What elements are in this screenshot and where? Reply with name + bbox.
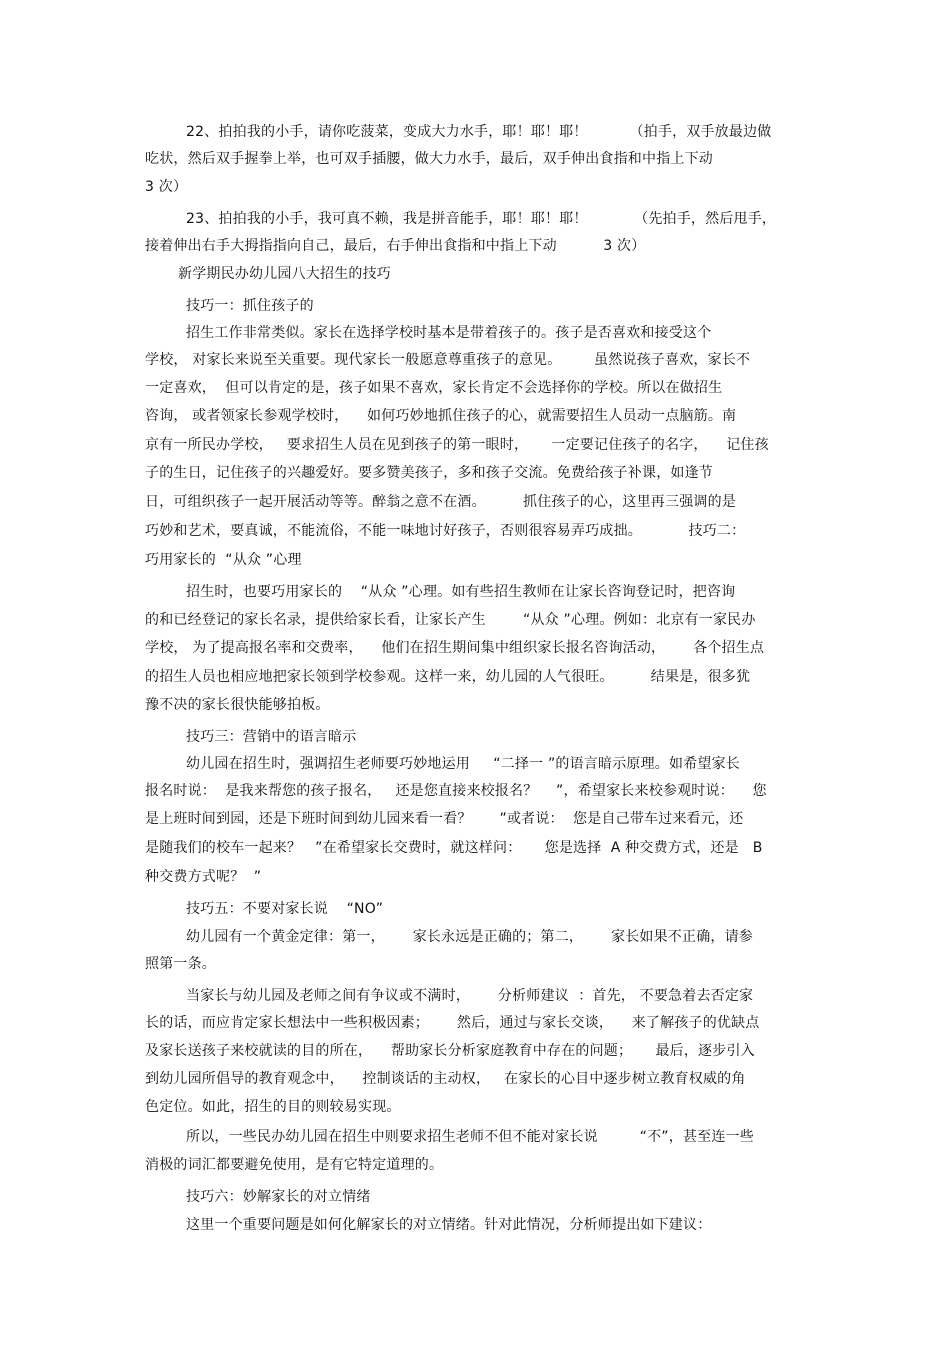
text-line: 及家长送孩子来校就读的目的所在， 帮助家长分析家庭教育中存在的问题； 最后，逐步引入 (145, 1043, 755, 1059)
text-line: 到幼儿园所倡导的教育观念中， 控制谈话的主动权， 在家长的心目中逐步树立教育权威的角 (145, 1071, 746, 1087)
section-heading: 技巧一：抓住孩子的 (186, 298, 314, 314)
text-line: 长的话，而应肯定家长想法中一些积极因素； 然后，通过与家长交谈， 来了解孩子的优缺点 (145, 1015, 760, 1031)
text-line: 当家长与幼儿园及老师之间有争议或不满时， 分析师建议 ：首先， 不要急着去否定家 (186, 988, 754, 1004)
text-line: 接着伸出右手大拇指指向自己，最后，右手伸出食指和中指上下动 3 次） (145, 238, 646, 254)
text-line: 子的生日，记住孩子的兴趣爱好。要多赞美孩子，多和孩子交流。免费给孩子补课，如逢节 (145, 465, 713, 481)
text-line: 学校， 为了提高报名率和交费率， 他们在招生期间集中组织家长报名咨询活动， 各个招生点 (145, 640, 765, 656)
section-heading: 技巧五：不要对家长说 “NO” (186, 901, 384, 917)
text-line: 是上班时间到园，还是下班时间到幼儿园来看一看？ ”或者说： 您是自己带车过来看元，还 (145, 811, 744, 827)
text-line: 日，可组织孩子一起开展活动等等。醉翁之意不在酒。 抓住孩子的心，这里再三强调的是 (145, 494, 736, 510)
section-heading: 技巧三：营销中的语言暗示 (186, 729, 357, 745)
text-line: 照第一条。 (145, 956, 216, 972)
text-line: 招生工作非常类似。家长在选择学校时基本是带着孩子的。孩子是否喜欢和接受这个 (186, 325, 712, 341)
section-title: 新学期民办幼儿园八大招生的技巧 (178, 266, 391, 282)
text-line: 消极的词汇都要避免使用，是有它特定道理的。 (145, 1157, 444, 1173)
text-line: 23、拍拍我的小手，我可真不赖，我是拼音能手，耶！耶！耶！ （先拍手，然后甩手， (186, 211, 777, 227)
text-line: 巧妙和艺术，要真诚，不能流俗，不能一味地讨好孩子，否则很容易弄巧成拙。 技巧二： (145, 523, 746, 539)
section-heading: 巧用家长的 “从众 ”心理 (145, 552, 302, 568)
text-line: 招生时，也要巧用家长的 “从众 ”心理。如有些招生教师在让家长咨询登记时，把咨询 (186, 584, 736, 600)
text-line: 学校， 对家长来说至关重要。现代家长一般愿意尊重孩子的意见。 虽然说孩子喜欢，家长不 (145, 352, 751, 368)
text-line: 一定喜欢， 但可以肯定的是，孩子如果不喜欢，家长肯定不会选择你的学校。所以在做招生 (145, 380, 723, 396)
text-line: 豫不决的家长很快能够拍板。 (145, 697, 330, 713)
text-line: 报名时说： 是我来帮您的孩子报名， 还是您直接来校报名？ ”，希望家长来校参观时说： 您 (145, 783, 767, 799)
text-line: 的和已经登记的家长名录，提供给家长看，让家长产生 “从众 ”心理。例如：北京有一家民办 (145, 612, 756, 628)
text-line: 的招生人员也相应地把家长领到学校参观。这样一来，幼儿园的人气很旺。 结果是，很多犹 (145, 669, 751, 685)
text-line: 色定位。如此，招生的目的则较易实现。 (145, 1099, 401, 1115)
text-line: 幼儿园有一个黄金定律：第一， 家长永远是正确的；第二， 家长如果不正确，请参 (186, 929, 753, 945)
text-line: 22、拍拍我的小手，请你吃菠菜，变成大力水手，耶！耶！耶！ （拍手，双手放最边做 (186, 124, 772, 140)
text-line: 咨询， 或者领家长参观学校时， 如何巧妙地抓住孩子的心，就需要招生人员动一点脑筋。南 (145, 408, 737, 424)
text-line: 吃状，然后双手握拳上举，也可双手插腰，做大力水手，最后，双手伸出食指和中指上下动 (145, 151, 713, 167)
section-heading: 技巧六：妙解家长的对立情绪 (186, 1189, 371, 1205)
text-line: 京有一所民办学校， 要求招生人员在见到孩子的第一眼时， 一定要记住孩子的名字， 记住孩 (145, 437, 769, 453)
text-line: 这里一个重要问题是如何化解家长的对立情绪。针对此情况，分析师提出如下建议： (186, 1217, 712, 1233)
text-line: 3 次） (145, 179, 188, 195)
text-line: 种交费方式呢？ ” (145, 869, 262, 885)
text-line: 幼儿园在招生时，强调招生老师要巧妙地运用 “二择一 ”的语言暗示原理。如希望家长 (186, 756, 741, 772)
text-line: 所以，一些民办幼儿园在招生中则要求招生老师不但不能对家长说 “不”，甚至连一些 (186, 1129, 754, 1145)
text-line: 是随我们的校车一起来？ ”在希望家长交费时，就这样问： 您是选择 A 种交费方式，还是 B (145, 840, 763, 856)
